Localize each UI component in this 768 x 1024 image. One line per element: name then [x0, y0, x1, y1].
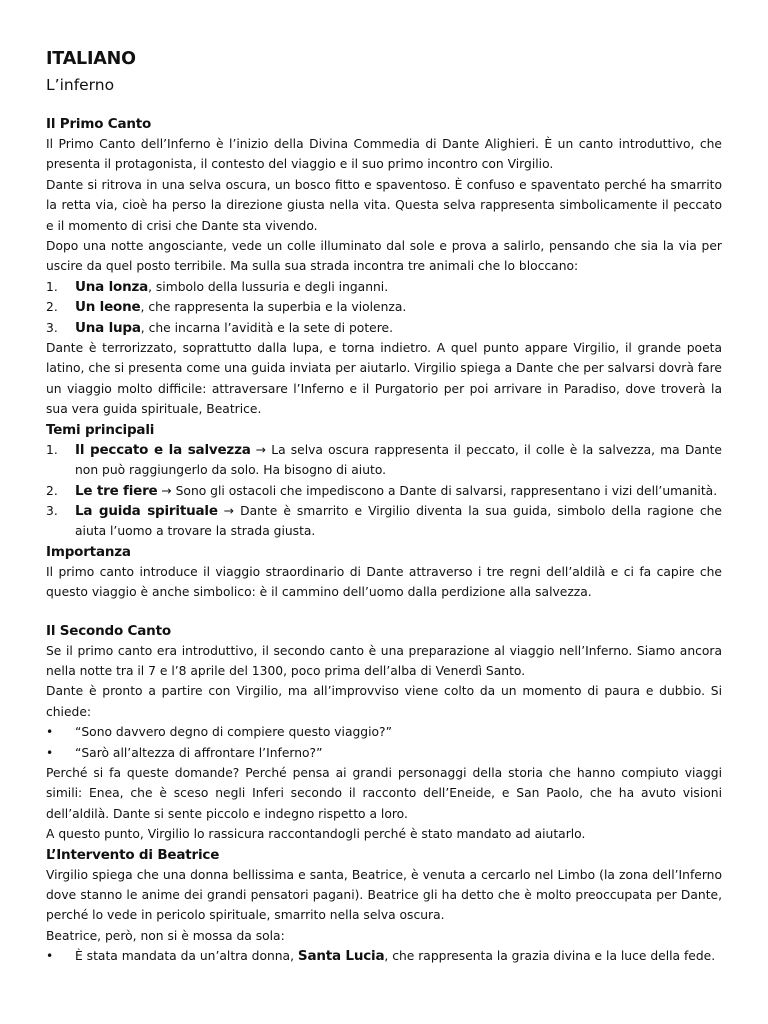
list-item-bold: Il peccato e la salvezza — [75, 441, 251, 458]
paragraph: Il primo canto introduce il viaggio straordinario di Dante attraverso i tre regni dell’aldilà e ci fa capire che questo viaggio è anche simbolico: è il cammino dell’uomo dalla perdizione alla salvezza. — [46, 564, 722, 600]
list-number: 1. — [46, 279, 58, 294]
paragraph: A questo punto, Virgilio lo rassicura raccontandogli perché è stato mandato ad aiutarlo. — [46, 827, 586, 842]
bullet-text: , che rappresenta la grazia divina e la luce della fede. — [384, 949, 716, 964]
paragraph: Dante è terrorizzato, soprattutto dalla lupa, e torna indietro. A quel punto appare Virgilio, il grande poeta latino, che si presenta come una guida inviata per aiutarlo. Virgilio spiega a Dante che per salvarsi dovrà fare un viaggio molto difficile: attraversare l’Inferno e il Purgatorio per poi arrivare in Paradiso, dove troverà la sua vera guida spirituale, Beatrice. — [46, 341, 722, 417]
paragraph: Dopo una notte angosciante, vede un colle illuminato dal sole e prova a salirlo, pensando che sia la via per uscire da quel posto terribile. Ma sulla sua strada incontra tre animali che lo bloccano: — [46, 239, 722, 274]
bullet-text: “Sono davvero degno di compiere questo viaggio?” — [75, 725, 392, 740]
list-number: 3. — [46, 320, 58, 335]
list-item — [46, 501, 722, 542]
bullet-item — [46, 722, 722, 742]
paragraph: Virgilio spiega che una donna bellissima e santa, Beatrice, è venuta a cercarlo nel Limbo (la zona dell’Inferno dove stanno le anime dei grandi pensatori pagani). Beatrice gli ha detto che è molto preoccupata per Dante, perché lo vede in pericolo spirituale, smarrito nella selva oscura. — [46, 867, 722, 923]
document-title: ITALIANO — [46, 49, 136, 69]
list-item-bold: Una lupa — [75, 319, 141, 336]
list-number: 1. — [46, 442, 58, 457]
list-item-bold: Un leone — [75, 299, 141, 316]
list-number: 2. — [46, 483, 58, 498]
list-item-text: , simbolo della lussuria e degli inganni. — [148, 279, 389, 294]
list-item-text: → La selva oscura rappresenta il peccato, il colle è la salvezza, ma Dante non può raggiungerlo da solo. Ha bisogno di aiuto. — [75, 442, 722, 478]
bullet-icon: • — [46, 745, 54, 760]
list-item — [46, 277, 722, 297]
list-number: 2. — [46, 300, 58, 315]
list-item — [46, 440, 722, 481]
bullet-item — [46, 946, 722, 966]
heading-primo-canto: Il Primo Canto — [46, 116, 152, 132]
paragraph: Dante è pronto a partire con Virgilio, ma all’improvviso viene colto da un momento di paura e dubbio. Si chiede: — [46, 684, 722, 719]
list-item-bold: Le tre fiere — [75, 482, 158, 499]
list-item-text: → Dante è smarrito e Virgilio diventa la sua guida, simbolo della ragione che aiuta l’uomo a trovare la strada giusta. — [75, 503, 722, 539]
bullet-icon: • — [46, 949, 54, 964]
paragraph: Il Primo Canto dell’Inferno è l’inizio della Divina Commedia di Dante Alighieri. È un canto introduttivo, che presenta il protagonista, il contesto del viaggio e il suo primo incontro con Virgilio. — [46, 137, 722, 172]
paragraph: Perché si fa queste domande? Perché pensa ai grandi personaggi della storia che hanno compiuto viaggi simili: Enea, che è sceso negli Inferi secondo il racconto dell’Eneide, e San Paolo, che ha avuto visioni dell’aldilà. Dante si sente piccolo e indegno rispetto a loro. — [46, 765, 722, 821]
list-item — [46, 297, 722, 317]
list-item — [46, 318, 722, 338]
bullet-item — [46, 743, 722, 763]
bullet-bold: Santa Lucia — [297, 948, 385, 965]
list-item-bold: La guida spirituale — [75, 502, 218, 519]
document-subtitle: L’inferno — [46, 76, 115, 94]
paragraph: Dante si ritrova in una selva oscura, un bosco fitto e spaventoso. È confuso e spaventato perché ha smarrito la retta via, cioè ha perso la direzione giusta nella vita. Questa selva rappresenta simbolicamente il peccato e il momento di crisi che Dante sta vivendo. — [46, 177, 722, 233]
bullet-text: “Sarò all’altezza di affrontare l’Inferno?” — [75, 745, 323, 760]
list-item-text: → Sono gli ostacoli che impediscono a Dante di salvarsi, rappresentano i vizi dell’umanità. — [157, 483, 718, 498]
list-number: 3. — [46, 503, 58, 518]
heading-temi-principali: Temi principali — [46, 421, 155, 438]
bullet-text: È stata mandata da un’altra donna, — [75, 949, 298, 964]
heading-secondo-canto: Il Secondo Canto — [46, 622, 171, 639]
bullet-icon: • — [46, 725, 54, 740]
heading-importanza: Importanza — [46, 543, 131, 560]
paragraph: Beatrice, però, non si è mossa da sola: — [46, 928, 285, 943]
list-item-text: , che incarna l’avidità e la sete di potere. — [140, 320, 393, 335]
list-item-text: , che rappresenta la superbia e la violenza. — [140, 300, 407, 315]
list-item — [46, 481, 722, 501]
heading-intervento-beatrice: L’Intervento di Beatrice — [46, 846, 220, 863]
paragraph: Se il primo canto era introduttivo, il secondo canto è una preparazione al viaggio nell’Inferno. Siamo ancora nella notte tra il 7 e l’8 aprile del 1300, poco prima dell’alba di Venerdì Santo. — [46, 643, 722, 678]
list-item-bold: Una lonza — [75, 278, 149, 295]
